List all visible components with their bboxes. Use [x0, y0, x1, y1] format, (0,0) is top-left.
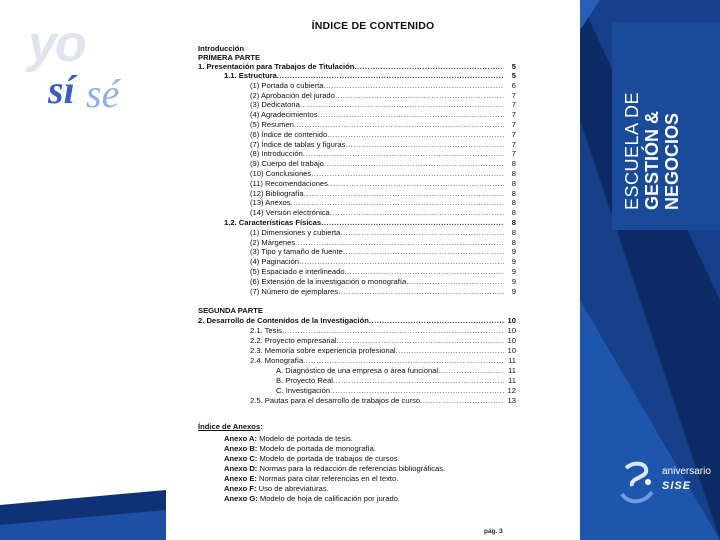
- toc-leader-dots: [396, 346, 504, 356]
- toc-entry-page: 10: [507, 326, 516, 336]
- toc-leader-dots: [303, 149, 504, 159]
- toc-entry-text: 2.2. Proyecto empresarial: [250, 336, 337, 346]
- toc-entry: [250, 267, 516, 277]
- toc-leader-dots: [328, 179, 504, 189]
- toc-leader-dots: [303, 356, 504, 366]
- annex-item: [224, 434, 353, 444]
- toc-entry-page: 10: [507, 336, 516, 346]
- toc-entry-text: 2. Desarrollo de Contenidos de la Investigación: [198, 316, 369, 326]
- toc-entry: [276, 366, 516, 376]
- toc-entry: [250, 100, 516, 110]
- toc-entry-text: (7) Índice de tablas y figuras: [250, 139, 346, 149]
- annex-title-text: Índice de Anexos: [198, 422, 261, 431]
- toc-leader-dots: [438, 366, 504, 376]
- toc-leader-dots: [343, 247, 504, 257]
- toc-entry-page: 13: [507, 396, 516, 406]
- toc-entry-page: 9: [511, 267, 516, 276]
- annex-label: Anexo E:: [224, 474, 257, 483]
- toc-entry-text: 2.4. Monografía: [250, 356, 304, 366]
- school-line-1: ESCUELA DE: [622, 91, 642, 210]
- toc-leader-dots: [277, 71, 504, 81]
- toc-entry-page: 11: [508, 356, 516, 366]
- toc-entry-text: 2.1. Tesis: [250, 326, 282, 336]
- annex-item: [224, 494, 400, 504]
- toc-entry-text: 1. Presentación para Trabajos de Titulación: [198, 61, 355, 71]
- toc-entry-page: 7: [511, 129, 516, 139]
- toc-leader-dots: [369, 316, 504, 326]
- toc-leader-dots: [291, 198, 504, 208]
- toc-entry-page: 8: [511, 188, 516, 198]
- toc-entry-text: 1.1. Estructura: [224, 71, 277, 80]
- toc-entry: [250, 198, 516, 208]
- toc-leader-dots: [330, 208, 504, 218]
- annex-item: [224, 454, 400, 464]
- toc-entry-text: 2.3. Memoria sobre experiencia profesional: [250, 346, 396, 356]
- toc-entry: [250, 189, 516, 199]
- toc-entry-page: 7: [511, 100, 516, 110]
- school-name: [622, 91, 682, 210]
- toc-entry-page: 8: [511, 178, 516, 188]
- logo-si: sí: [48, 67, 75, 112]
- toc-entry: [276, 386, 516, 396]
- toc-entry-text: (3) Tipo y tamaño de fuente: [250, 247, 343, 257]
- toc-entry-page: 7: [511, 149, 516, 159]
- toc-entry: [198, 62, 516, 72]
- toc-entry: [198, 316, 516, 326]
- toc-entry-page: 12: [507, 386, 516, 396]
- toc-leader-dots: [294, 120, 504, 130]
- toc-heading: Introducción: [198, 44, 244, 53]
- toc-entry-page: 9: [511, 276, 516, 286]
- toc-entry: [250, 110, 516, 120]
- toc-entry-text: (2) Márgenes: [250, 237, 296, 247]
- toc-entry-text: (7) Número de ejemplares: [250, 286, 339, 296]
- toc-entry-page: 8: [511, 227, 516, 237]
- annex-item: [224, 484, 329, 494]
- annex-title: [198, 422, 263, 432]
- toc-entry-text: (4) Paginación: [250, 257, 299, 267]
- toc-leader-dots: [337, 336, 504, 346]
- toc-entry: [250, 287, 516, 297]
- toc-entry: [250, 149, 516, 159]
- toc-entry-page: 9: [511, 257, 516, 267]
- toc-entry: [250, 356, 516, 366]
- toc-entry-text: (2) Aprobación del jurado: [250, 90, 335, 100]
- toc-leader-dots: [323, 81, 504, 91]
- toc-entry-page: 10: [507, 346, 516, 356]
- toc-entry: [250, 159, 516, 169]
- toc-entry-text: (6) Índice de contenido: [250, 129, 328, 139]
- annex-label: Anexo A:: [224, 434, 258, 443]
- toc-entry-page: 9: [511, 247, 516, 257]
- school-line-3: NEGOCIOS: [662, 112, 682, 210]
- toc-entry-page: 5: [511, 71, 516, 80]
- anniversary-badge: [618, 458, 718, 508]
- toc-entry-text: (9) Cuerpo del trabajo: [250, 159, 324, 169]
- toc-entry: [250, 228, 516, 238]
- toc-leader-dots: [318, 110, 504, 120]
- toc-entry-page: 9: [511, 286, 516, 296]
- toc-entry: [224, 218, 516, 228]
- toc-entry-page: 5: [511, 61, 516, 71]
- toc-leader-dots: [345, 140, 504, 150]
- toc-entry-text: B. Proyecto Real: [276, 376, 333, 386]
- toc-heading: SEGUNDA PARTE: [198, 306, 263, 315]
- toc-entry-page: 7: [511, 139, 516, 149]
- toc-entry: [250, 346, 516, 356]
- anniversary-word: aniversario: [662, 466, 711, 477]
- logo-yo: yo: [28, 15, 85, 73]
- yo-si-se-logo: [28, 15, 138, 118]
- document-title: ÍNDICE DE CONTENIDO: [311, 20, 435, 32]
- toc-entry: [250, 396, 516, 406]
- toc-leader-dots: [345, 267, 504, 277]
- toc-entry: [250, 81, 516, 91]
- annex-text: Normas para citar referencias en el texto.: [256, 474, 399, 483]
- toc-entry-text: (10) Conclusiones: [250, 169, 312, 178]
- toc-entry-text: (8) Introducción: [250, 149, 303, 159]
- annex-item: [224, 444, 376, 454]
- anniversary-brand: SISE: [662, 480, 692, 492]
- toc-entry: [250, 179, 516, 189]
- toc-entry-page: 8: [511, 208, 516, 218]
- annex-text: Modelo de portada de tesis.: [257, 434, 353, 443]
- toc-entry-text: (1) Dimensiones y cubierta: [250, 227, 341, 237]
- toc-leader-dots: [295, 238, 504, 248]
- toc-leader-dots: [406, 277, 504, 287]
- toc-entry: [250, 336, 516, 346]
- toc-leader-dots: [321, 218, 504, 228]
- toc-leader-dots: [338, 287, 504, 297]
- toc-entry-page: 6: [511, 80, 516, 90]
- toc-entry-page: 8: [511, 159, 516, 169]
- toc-leader-dots: [300, 100, 504, 110]
- toc-entry-text: (4) Agradecimientos: [250, 110, 318, 120]
- toc-entry: [250, 120, 516, 130]
- toc-entry-text: (5) Espaciado e interlineado: [250, 267, 345, 276]
- toc-entry-text: (13) Anexos: [250, 198, 291, 208]
- toc-entry-page: 8: [511, 218, 516, 227]
- toc-entry: [250, 257, 516, 267]
- toc-entry: [224, 71, 516, 81]
- annex-item: [224, 474, 398, 484]
- toc-leader-dots: [333, 376, 504, 386]
- annex-label: Anexo D:: [224, 464, 258, 473]
- annex-text: Modelo de portada de trabajos de cursos.: [257, 454, 400, 463]
- toc-leader-dots: [299, 257, 504, 267]
- logo-se: sé: [86, 71, 120, 116]
- annex-text: Normas para la redacción de referencias bibliográficas.: [257, 464, 446, 473]
- toc-entry-text: A. Diagnóstico de una empresa o área funcional: [276, 366, 439, 376]
- annex-title-colon: :: [260, 422, 263, 431]
- toc-entry: [250, 326, 516, 336]
- toc-leader-dots: [304, 189, 504, 199]
- annex-label: Anexo C:: [224, 454, 258, 463]
- toc-entry-page: 8: [511, 169, 516, 178]
- page-number: pág. 3: [484, 528, 503, 535]
- toc-entry-page: 8: [511, 198, 516, 208]
- toc-leader-dots: [282, 326, 504, 336]
- toc-entry: [250, 208, 516, 218]
- anniversary-logo-icon: [618, 458, 658, 508]
- toc-entry: [250, 91, 516, 101]
- annex-text: Uso de abreviaturas.: [256, 484, 329, 493]
- toc-entry-text: (1) Portada o cubierta: [250, 80, 324, 90]
- toc-leader-dots: [354, 62, 504, 72]
- toc-entry: [250, 140, 516, 150]
- toc-leader-dots: [330, 386, 504, 396]
- annex-label: Anexo F:: [224, 484, 257, 493]
- toc-entry-text: 1.2. Características Físicas: [224, 218, 322, 227]
- toc-entry: [250, 238, 516, 248]
- toc-leader-dots: [335, 91, 504, 101]
- toc-entry: [250, 277, 516, 287]
- toc-entry-text: (11) Recomendaciones: [250, 178, 328, 188]
- annex-text: Modelo de portada de monografía.: [257, 444, 376, 453]
- toc-leader-dots: [311, 169, 504, 179]
- toc-entry-text: C. Investigación: [276, 386, 331, 396]
- toc-entry: [250, 247, 516, 257]
- toc-entry-text: (5) Resumen: [250, 120, 294, 129]
- toc-entry: [276, 376, 516, 386]
- annex-label: Anexo G:: [224, 494, 258, 503]
- annex-item: [224, 464, 445, 474]
- toc-entry-text: (12) Bibliografía: [250, 188, 304, 198]
- toc-entry: [250, 169, 516, 179]
- toc-entry-text: (14) Versión electrónica: [250, 208, 330, 218]
- toc-entry: [250, 130, 516, 140]
- toc-leader-dots: [340, 228, 504, 238]
- toc-heading: PRIMERA PARTE: [198, 52, 261, 62]
- annex-label: Anexo B:: [224, 444, 258, 453]
- toc-entry-page: 10: [507, 316, 516, 326]
- toc-entry-page: 11: [508, 376, 516, 386]
- annex-text: Modelo de hoja de calificación por jurado.: [257, 494, 401, 503]
- toc-entry-page: 8: [511, 237, 516, 247]
- toc-entry-page: 7: [511, 120, 516, 129]
- school-line-2: GESTIÓN &: [642, 110, 662, 210]
- toc-leader-dots: [324, 159, 504, 169]
- toc-leader-dots: [327, 130, 504, 140]
- toc-entry-page: 11: [508, 366, 516, 376]
- toc-entry-page: 7: [511, 90, 516, 100]
- toc-leader-dots: [420, 396, 504, 406]
- toc-entry-text: (6) Extensión de la investigación o monografía: [250, 276, 407, 286]
- toc-entry-text: 2.5. Pautas para el desarrollo de trabajos de curso: [250, 396, 421, 406]
- toc-entry-page: 7: [511, 110, 516, 120]
- document-page: [166, 0, 580, 540]
- toc-entry-text: (3) Dedicatoria: [250, 100, 300, 110]
